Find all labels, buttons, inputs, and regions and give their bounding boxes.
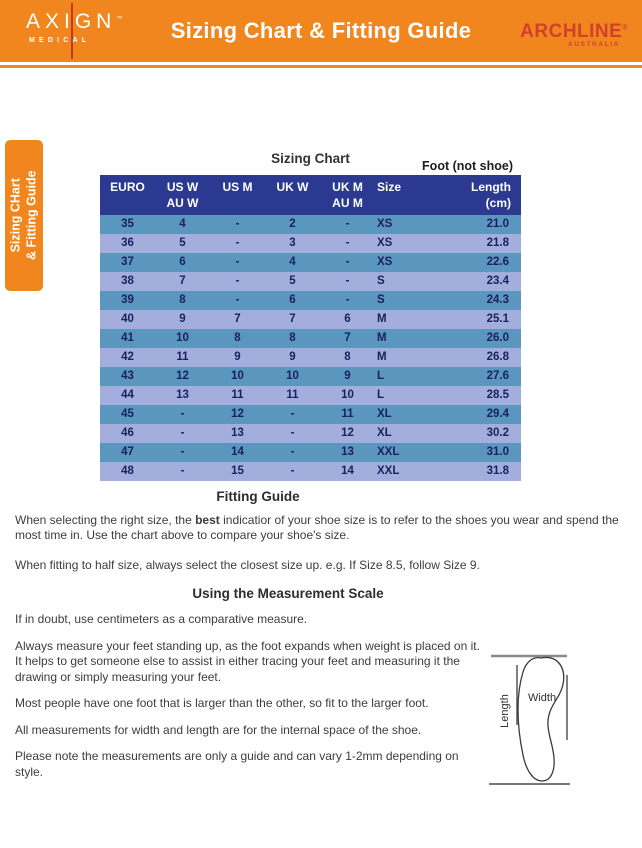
cell-us-m: 9 <box>210 348 265 367</box>
measurement-scale-heading: Using the Measurement Scale <box>192 586 384 601</box>
table-row <box>100 424 521 443</box>
cell-size: L <box>375 386 430 405</box>
cell-us-w: 11 <box>155 348 210 367</box>
cell-euro: 40 <box>100 310 155 329</box>
axign-wordmark: AXIGN <box>26 10 117 33</box>
table-row <box>100 234 521 253</box>
measurement-paragraph-5: Please note the measurements are only a guide and can vary 1-2mm depending on style. <box>15 749 459 779</box>
table-row <box>100 291 521 310</box>
cell-uk-w: 3 <box>265 234 320 253</box>
cell-us-w: 8 <box>155 291 210 310</box>
cell-us-w: 5 <box>155 234 210 253</box>
cell-uk-m: 14 <box>320 462 375 481</box>
archline-logo <box>520 21 628 48</box>
cell-us-w: 9 <box>155 310 210 329</box>
cell-euro: 38 <box>100 272 155 291</box>
table-row <box>100 215 521 234</box>
cell-uk-w: 10 <box>265 367 320 386</box>
table-header <box>100 175 521 215</box>
measurement-paragraph-3: Most people have one foot that is larger than the other, so fit to the larger foot. <box>15 696 429 710</box>
table-row <box>100 329 521 348</box>
cell-length: 21.0 <box>430 215 521 234</box>
cell-uk-w: 4 <box>265 253 320 272</box>
cell-size: M <box>375 329 430 348</box>
cell-size: XXL <box>375 443 430 462</box>
cell-size: XXL <box>375 462 430 481</box>
table-header-row <box>100 175 521 215</box>
col-header-euro <box>100 175 155 215</box>
table-row <box>100 386 521 405</box>
cell-us-w: 13 <box>155 386 210 405</box>
cell-size: XS <box>375 234 430 253</box>
cell-size: L <box>375 367 430 386</box>
sizing-chart-title: Sizing Chart <box>271 151 350 166</box>
cell-uk-m: 6 <box>320 310 375 329</box>
col-header-length <box>430 175 521 215</box>
cell-size: S <box>375 291 430 310</box>
cell-euro: 43 <box>100 367 155 386</box>
cell-uk-m: - <box>320 253 375 272</box>
cell-us-w: 12 <box>155 367 210 386</box>
table-body <box>100 215 521 481</box>
fitting-guide-paragraph-2: When fitting to half size, always select the closest size up. e.g. If Size 8.5, follow Size 9. <box>15 558 480 572</box>
length-label: Length <box>499 694 511 728</box>
cell-size: XS <box>375 215 430 234</box>
cell-length: 29.4 <box>430 405 521 424</box>
cell-length: 25.1 <box>430 310 521 329</box>
table-row <box>100 405 521 424</box>
page-header <box>0 0 642 62</box>
cell-us-m: - <box>210 272 265 291</box>
paragraph-text: When selecting the right size, the <box>15 513 196 527</box>
side-tab-sizing-chart <box>5 140 43 291</box>
cell-size: M <box>375 310 430 329</box>
col-header-text: UK M <box>332 180 363 194</box>
cell-uk-w: 6 <box>265 291 320 310</box>
cell-uk-w: 8 <box>265 329 320 348</box>
cell-us-m: - <box>210 291 265 310</box>
cell-euro: 46 <box>100 424 155 443</box>
archline-wordmark: ARCHLINE <box>520 21 623 42</box>
paragraph-bold-text: best <box>195 513 220 527</box>
cell-euro: 45 <box>100 405 155 424</box>
page-title: Sizing Chart & Fitting Guide <box>170 18 472 43</box>
cell-uk-w: 5 <box>265 272 320 291</box>
cell-length: 28.5 <box>430 386 521 405</box>
cell-us-m: 8 <box>210 329 265 348</box>
cell-uk-m: 8 <box>320 348 375 367</box>
side-tab-line2: & Fitting Guide <box>25 170 40 261</box>
cell-euro: 44 <box>100 386 155 405</box>
col-header-text: US W <box>166 180 199 194</box>
archline-logo-subtext: AUSTRALIA <box>568 41 620 48</box>
trademark-symbol: ™ <box>116 16 123 22</box>
cell-us-m: - <box>210 253 265 272</box>
cell-uk-m: - <box>320 234 375 253</box>
cell-us-m: 13 <box>210 424 265 443</box>
cell-euro: 35 <box>100 215 155 234</box>
cell-size: XS <box>375 253 430 272</box>
table-row <box>100 272 521 291</box>
cell-uk-w: 11 <box>265 386 320 405</box>
cell-uk-m: 9 <box>320 367 375 386</box>
table-row <box>100 310 521 329</box>
cell-length: 26.8 <box>430 348 521 367</box>
side-tab-line1: Sizing CHart <box>8 178 23 253</box>
axign-logo-subtext: MEDICAL <box>29 37 91 44</box>
cell-length: 26.0 <box>430 329 521 348</box>
cell-length: 30.2 <box>430 424 521 443</box>
cell-us-m: - <box>210 215 265 234</box>
paragraph-text: indicatior of your shoe size is to refer to the shoes you wear and spend the most time in. Use the chart above to compare your shoe's size. <box>15 513 619 542</box>
cell-us-w: 6 <box>155 253 210 272</box>
col-header-text: (cm) <box>485 195 511 210</box>
fitting-guide-paragraph-1 <box>15 513 627 543</box>
cell-euro: 41 <box>100 329 155 348</box>
table-row <box>100 443 521 462</box>
registered-symbol: ® <box>622 24 628 32</box>
cell-size: XL <box>375 405 430 424</box>
cell-us-w: 4 <box>155 215 210 234</box>
cell-us-m: 15 <box>210 462 265 481</box>
cell-us-w: - <box>155 405 210 424</box>
col-header-text: AU W <box>166 195 199 210</box>
cell-length: 23.4 <box>430 272 521 291</box>
cell-uk-w: 2 <box>265 215 320 234</box>
cell-us-w: - <box>155 424 210 443</box>
measurement-paragraph-1: If in doubt, use centimeters as a comparative measure. <box>15 612 308 626</box>
cell-euro: 47 <box>100 443 155 462</box>
table-row <box>100 253 521 272</box>
col-header-us-w <box>155 175 210 215</box>
col-header-text: UK W <box>276 180 309 194</box>
measurement-scale-body <box>15 612 485 791</box>
axign-logo-text <box>26 10 138 34</box>
foot-measurement-diagram <box>483 643 623 808</box>
cell-uk-m: 12 <box>320 424 375 443</box>
col-header-size <box>375 175 430 215</box>
cell-uk-m: 13 <box>320 443 375 462</box>
cell-us-m: 10 <box>210 367 265 386</box>
cell-uk-m: - <box>320 291 375 310</box>
col-header-uk-w <box>265 175 320 215</box>
cell-us-w: 10 <box>155 329 210 348</box>
cell-uk-w: - <box>265 424 320 443</box>
col-header-text: Length <box>471 180 511 194</box>
cell-euro: 39 <box>100 291 155 310</box>
width-label: Width <box>527 692 557 704</box>
cell-us-w: 7 <box>155 272 210 291</box>
header-divider-line <box>0 65 642 68</box>
col-header-text: US M <box>222 180 253 194</box>
cell-uk-w: - <box>265 443 320 462</box>
cell-uk-w: 7 <box>265 310 320 329</box>
cell-euro: 36 <box>100 234 155 253</box>
col-header-us-m <box>210 175 265 215</box>
cell-size: XL <box>375 424 430 443</box>
cell-us-m: 12 <box>210 405 265 424</box>
col-header-text: AU M <box>332 195 363 210</box>
cell-euro: 48 <box>100 462 155 481</box>
cell-length: 31.0 <box>430 443 521 462</box>
cell-uk-m: - <box>320 272 375 291</box>
cell-length: 31.8 <box>430 462 521 481</box>
table-row <box>100 462 521 481</box>
table-row <box>100 367 521 386</box>
cell-length: 22.6 <box>430 253 521 272</box>
col-header-text: Size <box>377 180 402 194</box>
foot-not-shoe-label: Foot (not shoe) <box>422 159 513 173</box>
cell-uk-w: - <box>265 405 320 424</box>
cell-euro: 37 <box>100 253 155 272</box>
side-tab-label <box>8 171 41 261</box>
cell-us-w: - <box>155 462 210 481</box>
cell-us-m: 11 <box>210 386 265 405</box>
cell-size: M <box>375 348 430 367</box>
measurement-paragraph-2: Always measure your feet standing up, as the foot expands when weight is placed on it. It helps to get someone else to assist in either tracing your feet and measuring it the drawing or simply measuring your feet. <box>15 638 480 684</box>
archline-logo-text <box>520 21 628 43</box>
cell-uk-w: - <box>265 462 320 481</box>
cell-length: 21.8 <box>430 234 521 253</box>
cell-length: 27.6 <box>430 367 521 386</box>
cell-euro: 42 <box>100 348 155 367</box>
cell-uk-m: - <box>320 215 375 234</box>
cell-length: 24.3 <box>430 291 521 310</box>
measurement-paragraph-4: All measurements for width and length are for the internal space of the shoe. <box>15 722 422 737</box>
cell-us-w: - <box>155 443 210 462</box>
cell-us-m: 14 <box>210 443 265 462</box>
col-header-uk-m <box>320 175 375 215</box>
fitting-guide-heading: Fitting Guide <box>216 489 300 504</box>
axign-medical-logo <box>26 10 138 44</box>
col-header-text: EURO <box>110 180 145 194</box>
cell-us-m: - <box>210 234 265 253</box>
cell-uk-m: 7 <box>320 329 375 348</box>
table-row <box>100 348 521 367</box>
cell-us-m: 7 <box>210 310 265 329</box>
cell-size: S <box>375 272 430 291</box>
cell-uk-m: 11 <box>320 405 375 424</box>
cell-uk-w: 9 <box>265 348 320 367</box>
sizing-chart-table <box>100 175 521 481</box>
cell-uk-m: 10 <box>320 386 375 405</box>
foot-outline-path <box>518 657 564 781</box>
